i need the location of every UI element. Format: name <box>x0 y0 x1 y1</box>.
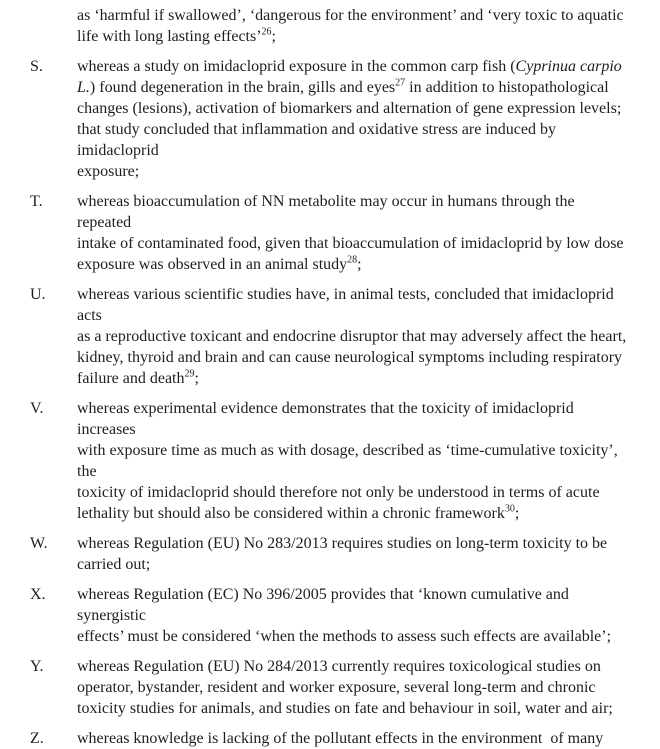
paragraph-label: X. <box>30 586 46 603</box>
paragraph-T <box>30 191 632 275</box>
text-segment: intake of contaminated food, given that bioaccumulation of imidacloprid by low dose <box>77 235 624 252</box>
paragraph-Z <box>30 728 632 749</box>
text-segment: ; <box>357 256 362 273</box>
paragraph-lines <box>77 284 632 389</box>
text-line <box>77 347 632 368</box>
text-segment: whereas a study on imidacloprid exposure in the common carp fish ( <box>77 58 516 75</box>
text-segment: with exposure time as much as with dosage, described as ‘time-cumulative toxicity’, the <box>77 442 622 480</box>
paragraph-lines <box>77 191 632 275</box>
paragraph-label: W. <box>30 535 48 552</box>
text-segment: as a reproductive toxicant and endocrine disruptor that may adversely affect the heart, <box>77 328 627 345</box>
text-segment: toxicity studies for animals, and studies on fate and behaviour in soil, water and air; <box>77 700 613 717</box>
text-segment: toxicity of imidacloprid should therefore not only be understood in terms of acute <box>77 484 600 501</box>
text-line <box>77 656 632 677</box>
text-line <box>77 482 632 503</box>
text-segment: whereas Regulation (EU) No 284/2013 currently requires toxicological studies on <box>77 658 601 675</box>
text-segment: changes (lesions), activation of biomarkers and alternation of gene expression levels; <box>77 100 622 117</box>
text-segment: in addition to histopathological <box>405 79 609 96</box>
paragraph-lines <box>77 584 632 647</box>
text-line <box>77 584 632 626</box>
text-segment: lethality but should also be considered within a chronic framework <box>77 505 505 522</box>
text-segment: L. <box>77 79 90 96</box>
document-body <box>30 5 632 749</box>
text-segment: whereas Regulation (EU) No 283/2013 requires studies on long-term toxicity to be <box>77 535 608 552</box>
text-segment: whereas experimental evidence demonstrates that the toxicity of imidacloprid increases <box>77 400 578 438</box>
paragraph-lines <box>77 728 632 749</box>
text-segment: exposure was observed in an animal study <box>77 256 348 273</box>
text-segment: carried out; <box>77 556 151 573</box>
text-segment: ; <box>194 370 199 387</box>
text-line <box>77 161 632 182</box>
text-segment: whereas various scientific studies have, in animal tests, concluded that imidacloprid acts <box>77 286 618 324</box>
text-segment: as ‘harmful if swallowed’, ‘dangerous for the environment’ and ‘very toxic to aquatic <box>77 7 624 24</box>
text-segment: ) found degeneration in the brain, gills and eyes <box>89 79 396 96</box>
text-segment: kidney, thyroid and brain and can cause neurological symptoms including respiratory <box>77 349 623 366</box>
text-segment: ; <box>514 505 520 522</box>
text-line <box>77 533 632 554</box>
paragraph-lines <box>77 56 632 182</box>
text-segment: effects’ must be considered ‘when the methods to assess such effects are available’; <box>77 628 612 645</box>
paragraph-label: T. <box>30 193 43 210</box>
paragraph-S <box>30 56 632 182</box>
text-line <box>77 98 632 119</box>
paragraph-lines <box>77 656 632 719</box>
text-line <box>77 326 632 347</box>
footnote-reference: 30 <box>504 503 515 515</box>
text-segment: whereas bioaccumulation of NN metabolite may occur in humans through the repeated <box>77 193 579 231</box>
paragraph-label: Z. <box>30 730 44 747</box>
text-segment: ; <box>271 28 276 45</box>
text-segment: operator, bystander, resident and worker exposure, several long-term and chronic <box>77 679 596 696</box>
text-line <box>77 368 632 389</box>
paragraph-X <box>30 584 632 647</box>
text-line <box>77 254 632 275</box>
text-segment: that study concluded that inflammation and oxidative stress are induced by imidacloprid <box>77 121 560 159</box>
text-line <box>77 626 632 647</box>
text-line <box>77 728 632 749</box>
text-line <box>77 5 632 26</box>
text-line <box>77 398 632 440</box>
paragraph-label: Y. <box>30 658 44 675</box>
text-line <box>77 26 632 47</box>
text-line <box>77 440 632 482</box>
text-line <box>77 191 632 233</box>
paragraph-continuation <box>30 5 632 47</box>
text-segment: whereas knowledge is lacking of the pollutant effects in the environment of many <box>77 730 604 747</box>
paragraph-U <box>30 284 632 389</box>
text-line <box>77 698 632 719</box>
paragraph-V <box>30 398 632 524</box>
text-line <box>77 56 632 77</box>
paragraph-lines <box>77 533 632 575</box>
paragraph-Y <box>30 656 632 719</box>
footnote-reference: 27 <box>395 77 406 89</box>
text-line <box>77 503 632 524</box>
footnote-reference: 26 <box>261 26 272 38</box>
text-line <box>77 119 632 161</box>
paragraph-label: U. <box>30 286 46 303</box>
paragraph-label: S. <box>30 58 43 75</box>
paragraph-lines <box>77 398 632 524</box>
footnote-reference: 28 <box>347 254 358 266</box>
footnote-reference: 29 <box>184 368 195 380</box>
text-line <box>77 284 632 326</box>
paragraph-label: V. <box>30 400 44 417</box>
text-segment: Cyprinua carpio <box>515 58 622 75</box>
text-segment: life with long lasting effects’ <box>77 28 262 45</box>
text-segment: exposure; <box>77 163 140 180</box>
text-line <box>77 677 632 698</box>
paragraph-W <box>30 533 632 575</box>
text-line <box>77 233 632 254</box>
text-line <box>77 554 632 575</box>
text-line <box>77 77 632 98</box>
paragraph-lines <box>77 5 632 47</box>
text-segment: failure and death <box>77 370 185 387</box>
text-segment: whereas Regulation (EC) No 396/2005 provides that ‘known cumulative and synergistic <box>77 586 573 624</box>
